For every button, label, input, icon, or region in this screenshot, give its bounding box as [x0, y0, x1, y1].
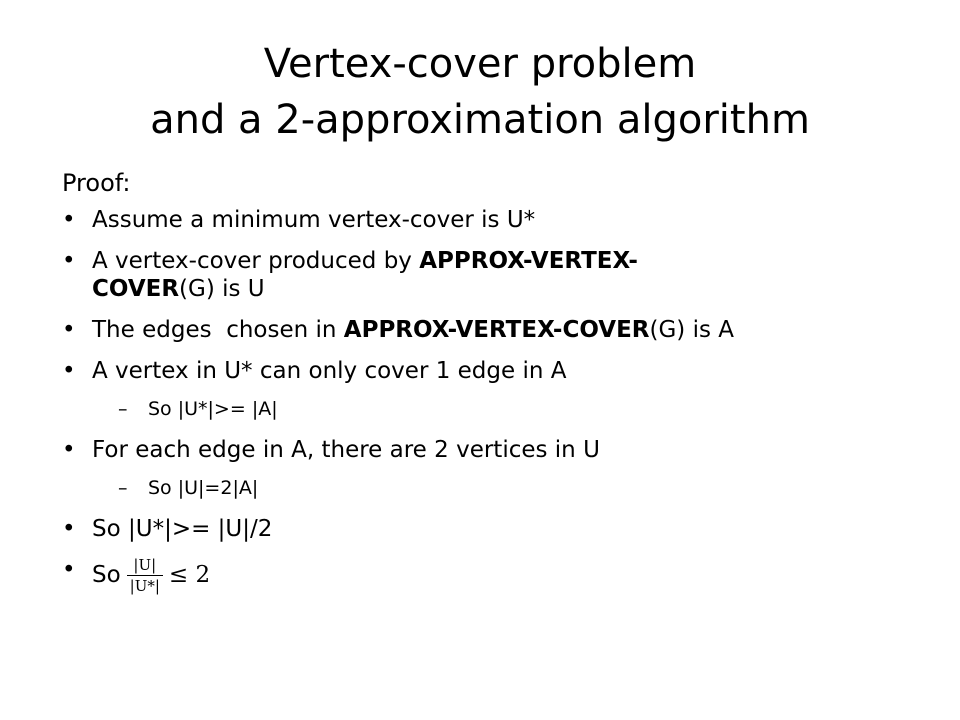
bullet-marker: • — [62, 557, 76, 583]
bullet-marker: • — [62, 317, 76, 343]
bullet-text: So |U*|>= |U|/2 — [92, 516, 273, 542]
fraction-numerator: |U| — [127, 556, 163, 576]
proof-label: Proof: — [62, 169, 131, 197]
sub-bullet-item — [62, 396, 912, 422]
algorithm-name: COVER — [92, 276, 180, 302]
bullet-item — [62, 206, 912, 234]
ratio-fraction — [127, 556, 163, 595]
dash-marker: – — [118, 477, 128, 499]
sub-bullet-text: So |U*|>= |A| — [148, 398, 278, 420]
algorithm-name: APPROX-VERTEX-COVER — [343, 317, 650, 343]
fraction-denominator: |U*| — [129, 577, 160, 595]
bullet-marker: • — [62, 248, 76, 274]
dash-marker: – — [118, 398, 128, 420]
slide-title-line1: Vertex-cover problem — [263, 41, 697, 87]
sub-bullet-item — [62, 475, 912, 501]
bullet-marker: • — [62, 437, 76, 463]
bullet-marker: • — [62, 516, 76, 542]
bullet-item — [62, 515, 912, 543]
slide-body — [62, 166, 912, 608]
bullet-text: Assume a minimum vertex-cover is U* — [92, 207, 536, 233]
bullet-item — [62, 247, 912, 303]
bullet-text: (G) is A — [649, 317, 735, 343]
bullet-item — [62, 556, 912, 595]
sub-bullet-text: So |U|=2|A| — [148, 477, 259, 499]
bullet-marker: • — [62, 207, 76, 233]
bullet-item — [62, 316, 912, 344]
bullet-marker: • — [62, 358, 76, 384]
bullet-item — [62, 357, 912, 385]
bullet-item — [62, 436, 912, 464]
slide-title-line2: and a 2-approximation algorithm — [150, 97, 810, 143]
slide-title — [60, 36, 900, 148]
bullet-text: A vertex in U* can only cover 1 edge in A — [92, 358, 567, 384]
bullet-text: (G) is U — [179, 276, 265, 302]
algorithm-name: APPROX-VERTEX- — [419, 248, 638, 274]
bullet-text: For each edge in A, there are 2 vertices in U — [92, 437, 600, 463]
bullet-text: So — [92, 562, 121, 588]
bullet-text: The edges chosen in — [92, 317, 344, 343]
bullet-text: A vertex-cover produced by — [92, 248, 420, 274]
inequality-relation: ≤ 2 — [168, 562, 211, 588]
